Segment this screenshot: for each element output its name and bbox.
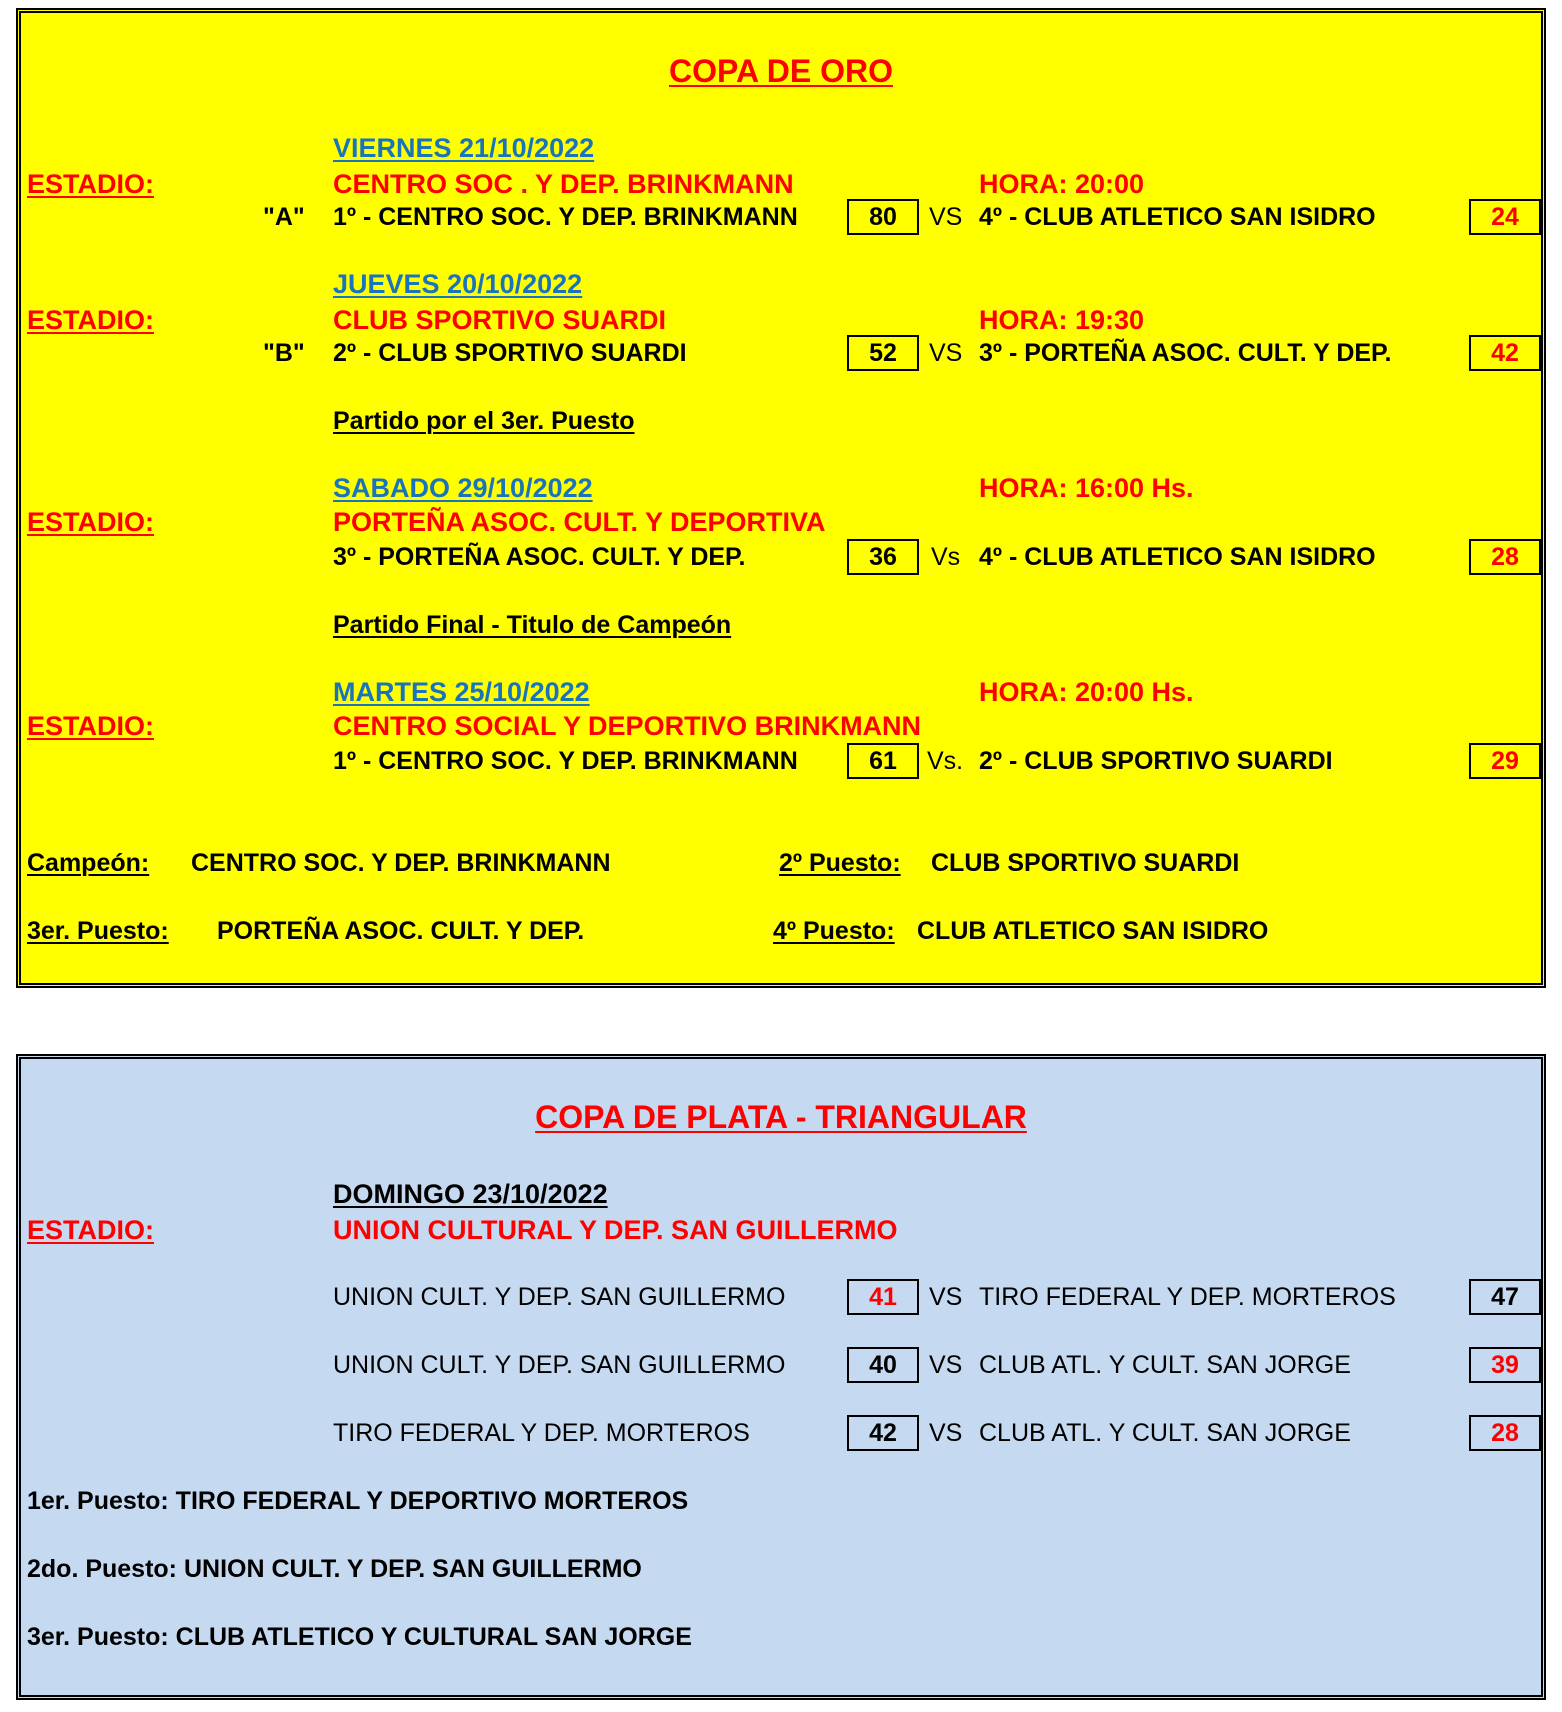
match-3-away-score: 28 bbox=[1469, 539, 1541, 575]
plata-match-1-home-score: 41 bbox=[847, 1279, 919, 1315]
plata-match-2-away-score: 39 bbox=[1469, 1347, 1541, 1383]
campeon-team: CENTRO SOC. Y DEP. BRINKMANN bbox=[191, 849, 611, 877]
match-1-group: "A" bbox=[263, 203, 305, 231]
segundo-puesto-team: CLUB SPORTIVO SUARDI bbox=[931, 849, 1240, 877]
plata-match-2-away-team: CLUB ATL. Y CULT. SAN JORGE bbox=[979, 1351, 1351, 1379]
tercer-puesto-label: 3er. Puesto: bbox=[27, 917, 169, 945]
plata-primer-puesto: 1er. Puesto: TIRO FEDERAL Y DEPORTIVO MORTEROS bbox=[27, 1487, 689, 1515]
match-2-away-score: 42 bbox=[1469, 335, 1541, 371]
match-2-home-score: 52 bbox=[847, 335, 919, 371]
match-1-estadio-label: ESTADIO: bbox=[27, 169, 154, 199]
match-3-heading: Partido por el 3er. Puesto bbox=[333, 407, 635, 435]
match-3-hora: HORA: 16:00 Hs. bbox=[979, 473, 1194, 503]
plata-match-3-home-team: TIRO FEDERAL Y DEP. MORTEROS bbox=[333, 1419, 750, 1447]
match-1-date: VIERNES 21/10/2022 bbox=[333, 133, 595, 163]
match-1-home-score: 80 bbox=[847, 199, 919, 235]
match-1-home-team: 1º - CENTRO SOC. Y DEP. BRINKMANN bbox=[333, 203, 798, 231]
match-1-hora: HORA: 20:00 bbox=[979, 169, 1145, 199]
tercer-puesto-team: PORTEÑA ASOC. CULT. Y DEP. bbox=[217, 917, 585, 945]
plata-tercer-puesto: 3er. Puesto: CLUB ATLETICO Y CULTURAL SAN JORGE bbox=[27, 1623, 692, 1651]
match-1-away-team: 4º - CLUB ATLETICO SAN ISIDRO bbox=[979, 203, 1376, 231]
match-4-away-score: 29 bbox=[1469, 743, 1541, 779]
campeon-label: Campeón: bbox=[27, 849, 150, 877]
match-3-vs: Vs bbox=[931, 543, 961, 571]
plata-match-1-vs: VS bbox=[929, 1283, 963, 1311]
plata-match-3-away-score: 28 bbox=[1469, 1415, 1541, 1451]
cuarto-puesto-label: 4º Puesto: bbox=[773, 917, 895, 945]
match-2-home-team: 2º - CLUB SPORTIVO SUARDI bbox=[333, 339, 687, 367]
plata-match-3-away-team: CLUB ATL. Y CULT. SAN JORGE bbox=[979, 1419, 1351, 1447]
match-2-vs: VS bbox=[929, 339, 963, 367]
match-3-estadio-label: ESTADIO: bbox=[27, 507, 154, 537]
plata-match-3-home-score: 42 bbox=[847, 1415, 919, 1451]
match-4-home-score: 61 bbox=[847, 743, 919, 779]
plata-match-1-away-team: TIRO FEDERAL Y DEP. MORTEROS bbox=[979, 1283, 1396, 1311]
plata-date: DOMINGO 23/10/2022 bbox=[333, 1179, 608, 1209]
copa-de-oro-title: COPA DE ORO bbox=[668, 53, 893, 89]
match-2-away-team: 3º - PORTEÑA ASOC. CULT. Y DEP. bbox=[979, 339, 1392, 367]
match-4-date: MARTES 25/10/2022 bbox=[333, 677, 590, 707]
match-4-home-team: 1º - CENTRO SOC. Y DEP. BRINKMANN bbox=[333, 747, 798, 775]
match-3-date: SABADO 29/10/2022 bbox=[333, 473, 593, 503]
plata-match-2-vs: VS bbox=[929, 1351, 963, 1379]
plata-estadio-label: ESTADIO: bbox=[27, 1215, 154, 1245]
plata-match-1-away-score: 47 bbox=[1469, 1279, 1541, 1315]
match-2-group: "B" bbox=[263, 339, 305, 367]
match-1-vs: VS bbox=[929, 203, 963, 231]
copa-de-plata-panel bbox=[16, 1054, 1546, 1700]
plata-match-2-home-score: 40 bbox=[847, 1347, 919, 1383]
match-3-away-team: 4º - CLUB ATLETICO SAN ISIDRO bbox=[979, 543, 1376, 571]
match-2-venue: CLUB SPORTIVO SUARDI bbox=[333, 305, 667, 335]
match-4-estadio-label: ESTADIO: bbox=[27, 711, 154, 741]
match-3-venue: PORTEÑA ASOC. CULT. Y DEPORTIVA bbox=[333, 507, 826, 537]
match-3-home-team: 3º - PORTEÑA ASOC. CULT. Y DEP. bbox=[333, 543, 746, 571]
plata-match-1-home-team: UNION CULT. Y DEP. SAN GUILLERMO bbox=[333, 1283, 786, 1311]
match-3-home-score: 36 bbox=[847, 539, 919, 575]
match-2-hora: HORA: 19:30 bbox=[979, 305, 1145, 335]
copa-de-oro-panel bbox=[16, 8, 1546, 988]
match-4-venue: CENTRO SOCIAL Y DEPORTIVO BRINKMANN bbox=[333, 711, 922, 741]
match-4-away-team: 2º - CLUB SPORTIVO SUARDI bbox=[979, 747, 1333, 775]
plata-venue: UNION CULTURAL Y DEP. SAN GUILLERMO bbox=[333, 1215, 898, 1245]
match-1-venue: CENTRO SOC . Y DEP. BRINKMANN bbox=[333, 169, 794, 199]
plata-match-3-vs: VS bbox=[929, 1419, 963, 1447]
plata-segundo-puesto: 2do. Puesto: UNION CULT. Y DEP. SAN GUILLERMO bbox=[27, 1555, 642, 1583]
match-4-heading: Partido Final - Titulo de Campeón bbox=[333, 611, 732, 639]
cuarto-puesto-team: CLUB ATLETICO SAN ISIDRO bbox=[917, 917, 1269, 945]
segundo-puesto-label: 2º Puesto: bbox=[779, 849, 901, 877]
match-2-estadio-label: ESTADIO: bbox=[27, 305, 154, 335]
match-1-away-score: 24 bbox=[1469, 199, 1541, 235]
plata-match-2-home-team: UNION CULT. Y DEP. SAN GUILLERMO bbox=[333, 1351, 786, 1379]
copa-de-plata-title: COPA DE PLATA - TRIANGULAR bbox=[535, 1099, 1027, 1135]
match-4-hora: HORA: 20:00 Hs. bbox=[979, 677, 1194, 707]
match-2-date: JUEVES 20/10/2022 bbox=[333, 269, 583, 299]
match-4-vs: Vs. bbox=[927, 747, 964, 775]
